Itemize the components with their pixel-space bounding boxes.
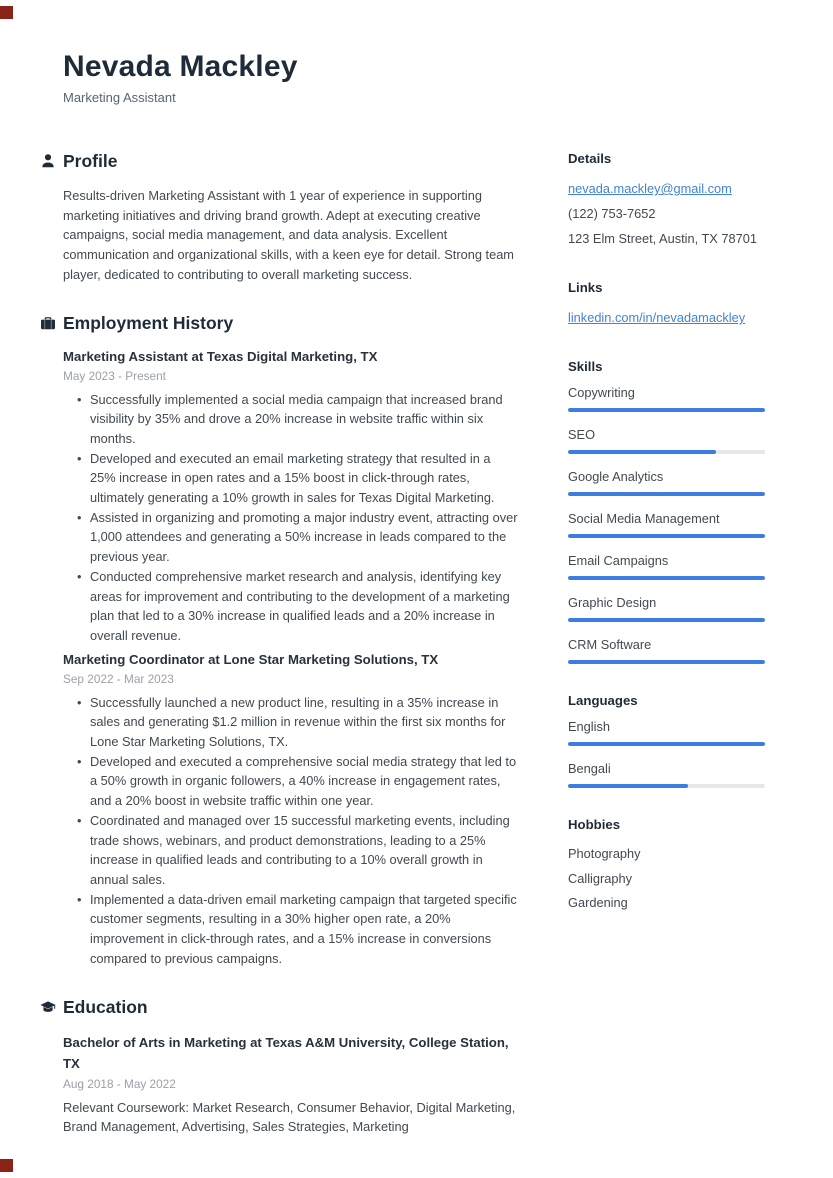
meter-fill bbox=[568, 450, 716, 454]
candidate-title: Marketing Assistant bbox=[63, 90, 176, 105]
meter-track bbox=[568, 576, 765, 580]
job-entry bbox=[63, 348, 518, 646]
phone-number: (122) 753-7652 bbox=[568, 206, 656, 221]
meter-item bbox=[568, 426, 765, 454]
languages-heading: Languages bbox=[568, 693, 638, 708]
job-date: May 2023 - Present bbox=[63, 368, 166, 383]
meter-track bbox=[568, 534, 765, 538]
education-heading bbox=[63, 995, 518, 1019]
address: 123 Elm Street, Austin, TX 78701 bbox=[568, 231, 757, 246]
meter-label: Google Analytics bbox=[568, 469, 664, 484]
details-block bbox=[568, 151, 765, 251]
job-bullet-list bbox=[63, 693, 518, 969]
meter-label: Social Media Management bbox=[568, 511, 720, 526]
employment-heading bbox=[63, 311, 518, 335]
skills-block bbox=[568, 359, 765, 664]
job-bullet: • Successfully launched a new product line, resulting in a 35% increase in sales and generating $1.2 million in revenue within the first six months for Lone Star Marketing Solutions, TX. bbox=[63, 693, 518, 752]
job-bullet: • Developed and executed a comprehensive social media strategy that led to a 50% growth in organic followers, a 40% increase in engagement rates, and a 20% boost in website traffic within one year. bbox=[63, 752, 518, 811]
profile-heading-label: Profile bbox=[63, 151, 118, 171]
page-corner-mark-bottom bbox=[0, 1159, 13, 1172]
meter-fill bbox=[568, 534, 765, 538]
meter-track bbox=[568, 742, 765, 746]
job-bullet-list bbox=[63, 390, 518, 646]
hobby-item: Photography bbox=[568, 846, 641, 861]
meter-item bbox=[568, 384, 765, 412]
meter-fill bbox=[568, 742, 765, 746]
skills-heading: Skills bbox=[568, 359, 603, 374]
employment-section bbox=[63, 311, 518, 969]
job-title: Marketing Coordinator at Lone Star Marketing Solutions, TX bbox=[63, 651, 439, 667]
page-corner-mark-top bbox=[0, 6, 13, 19]
email-link-row bbox=[568, 176, 765, 201]
main-column bbox=[63, 149, 518, 1163]
meter-track bbox=[568, 450, 765, 454]
languages-list bbox=[568, 718, 765, 788]
links-heading: Links bbox=[568, 280, 603, 295]
education-date: Aug 2018 - May 2022 bbox=[63, 1076, 176, 1091]
meter-item bbox=[568, 594, 765, 622]
meter-track bbox=[568, 660, 765, 664]
job-date: Sep 2022 - Mar 2023 bbox=[63, 671, 174, 686]
hobby-item: Gardening bbox=[568, 895, 628, 910]
email-link[interactable]: nevada.mackley@gmail.com bbox=[568, 181, 732, 196]
sidebar bbox=[568, 149, 765, 1163]
person-icon bbox=[40, 153, 56, 169]
graduation-cap-icon bbox=[40, 999, 56, 1015]
details-heading: Details bbox=[568, 151, 612, 166]
meter-track bbox=[568, 618, 765, 622]
hobby-item: Calligraphy bbox=[568, 870, 633, 886]
meter-label: SEO bbox=[568, 427, 596, 442]
hobbies-heading: Hobbies bbox=[568, 817, 621, 832]
job-bullet: • Successfully implemented a social media campaign that increased brand visibility by 35% and drove a 20% increase in website traffic within six months. bbox=[63, 390, 518, 449]
meter-item bbox=[568, 760, 765, 788]
meter-label: Copywriting bbox=[568, 385, 635, 400]
meter-label: English bbox=[568, 719, 610, 734]
meter-fill bbox=[568, 408, 765, 412]
languages-block bbox=[568, 693, 765, 788]
meter-fill bbox=[568, 618, 765, 622]
meter-track bbox=[568, 492, 765, 496]
meter-label: Graphic Design bbox=[568, 595, 657, 610]
meter-item bbox=[568, 636, 765, 664]
briefcase-icon bbox=[40, 315, 56, 331]
meter-item bbox=[568, 718, 765, 746]
employment-heading-label: Employment History bbox=[63, 312, 234, 333]
meter-fill bbox=[568, 660, 765, 664]
job-bullet: • Implemented a data-driven email marketing campaign that targeted specific customer segments, resulting in a 30% higher open rate, a 20% improvement in click-through rates, and a 15% increase in conversions compared to previous campaigns. bbox=[63, 890, 518, 969]
linkedin-link[interactable]: linkedin.com/in/nevadamackley bbox=[568, 310, 746, 325]
meter-label: CRM Software bbox=[568, 637, 652, 652]
meter-label: Bengali bbox=[568, 761, 611, 776]
profile-text: Results-driven Marketing Assistant with 1 year of experience in supporting marketing initiatives and driving brand growth. Adept at executing creative campaigns, social media management, and data analysis. Excellent communication and organizational skills, with a keen eye for detail. Strong team player, dedicated to contributing to overall marketing success. bbox=[63, 188, 514, 282]
meter-fill bbox=[568, 576, 765, 580]
meter-track bbox=[568, 408, 765, 412]
hobbies-block bbox=[568, 817, 765, 916]
job-title: Marketing Assistant at Texas Digital Marketing, TX bbox=[63, 348, 378, 364]
job-bullet: • Conducted comprehensive market research and analysis, identifying key areas for improvement and contributing to the development of a marketing plan that led to a 30% increase in qualified leads and a 20% increase in overall revenue. bbox=[63, 567, 518, 646]
education-heading-label: Education bbox=[63, 996, 148, 1017]
meter-item bbox=[568, 468, 765, 496]
job-entry bbox=[63, 651, 518, 969]
meter-fill bbox=[568, 492, 765, 496]
meter-item bbox=[568, 510, 765, 538]
candidate-name: Nevada Mackley bbox=[63, 50, 298, 83]
degree-title: Bachelor of Arts in Marketing at Texas A&M University, College Station, TX bbox=[63, 1034, 509, 1071]
meter-track bbox=[568, 784, 765, 788]
job-bullet: • Coordinated and managed over 15 successful marketing events, including trade shows, webinars, and product demonstrations, leading to a 25% increase in qualified leads and contributing to a 10% overall growth in annual sales. bbox=[63, 811, 518, 890]
job-bullet: • Developed and executed an email marketing strategy that resulted in a 25% increase in open rates and a 15% boost in click-through rates, ultimately generating a 10% growth in sales for Texas Digital Marketing. bbox=[63, 449, 518, 508]
job-bullet: • Assisted in organizing and promoting a major industry event, attracting over 1,000 attendees and generating a 50% increase in leads compared to the previous year. bbox=[63, 508, 518, 567]
links-block bbox=[568, 280, 765, 330]
education-coursework: Relevant Coursework: Market Research, Consumer Behavior, Digital Marketing, Brand Management, Advertising, Sales Strategies, Marketing bbox=[63, 1099, 516, 1135]
profile-section bbox=[63, 149, 518, 285]
linkedin-link-row bbox=[568, 305, 765, 330]
hobbies-list bbox=[568, 842, 765, 916]
header bbox=[63, 50, 805, 105]
profile-heading bbox=[63, 149, 518, 173]
meter-fill bbox=[568, 784, 688, 788]
education-section bbox=[63, 995, 518, 1137]
meter-label: Email Campaigns bbox=[568, 553, 669, 568]
skills-list bbox=[568, 384, 765, 664]
meter-item bbox=[568, 552, 765, 580]
